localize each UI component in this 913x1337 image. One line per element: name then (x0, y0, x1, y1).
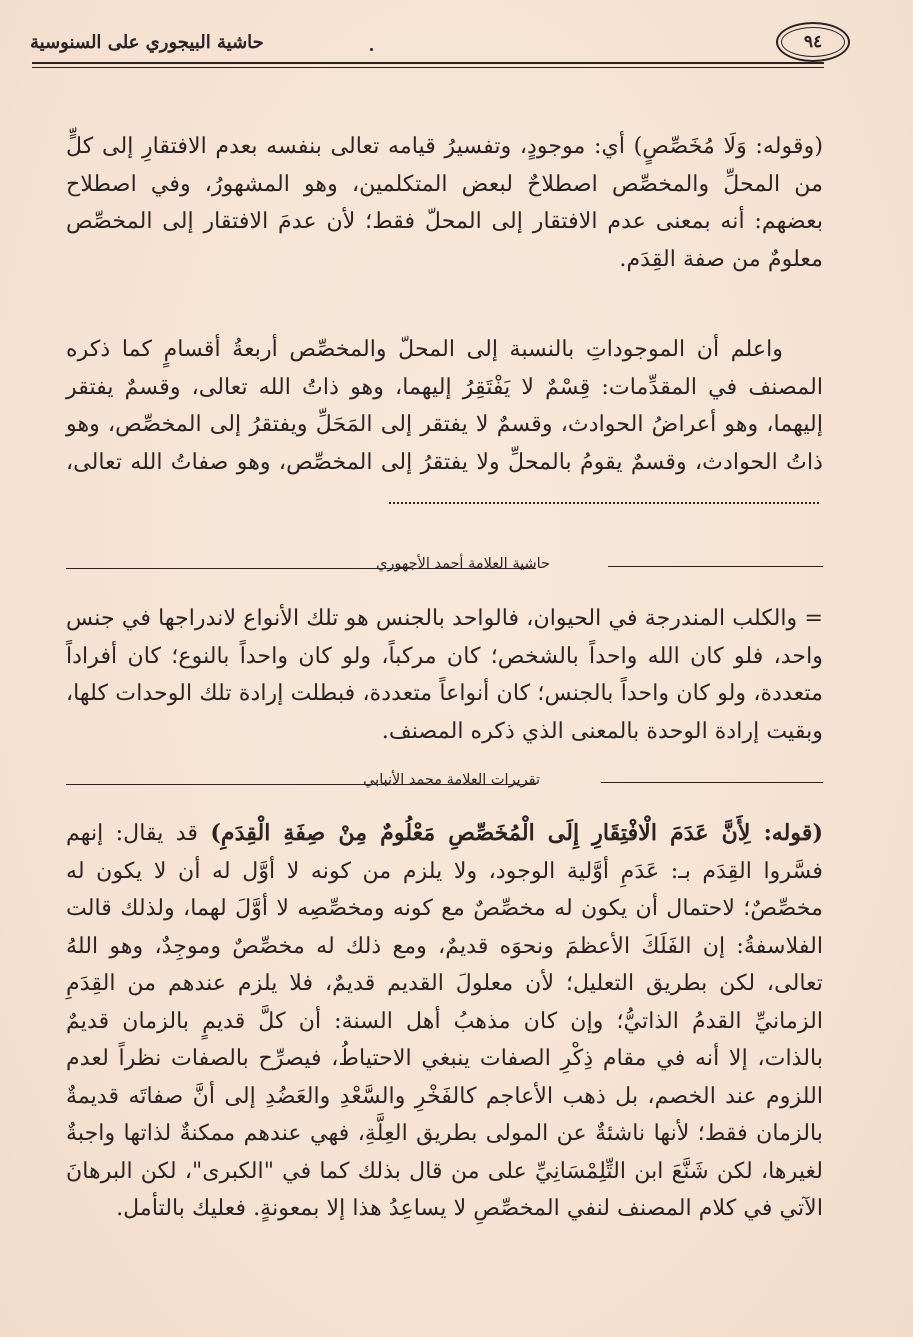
lemma: (وقوله: وَلَا مُخَصِّصٍ) (633, 133, 823, 159)
footnote-inbabi (66, 815, 823, 1228)
footnote-ajhuri (66, 600, 823, 750)
book-title: حاشية البيجوري على السنوسية (30, 32, 264, 53)
separator-rule-left (66, 784, 536, 785)
section-separator-ajhuri (66, 556, 823, 580)
footnote-text: = والكلب المندرجة في الحيوان، فالواحد بالجنس هو تلك الأنواع لاندراجها في جنس واحد، فلو كان الله واحداً بالشخص؛ كان مركباً، ولو كان واحداً بالنوع؛ كان أفراداً متعددة، ولو كان واحداً بالجنس؛ كان أنواعاً متعددة، فبطلت إرادة تلك الوحدات كلها، وبقيت إرادة الوحدة بالمعنى الذي ذكره المصنف. (66, 605, 824, 744)
main-text-paragraph-1 (66, 128, 823, 278)
running-head (30, 18, 850, 66)
commentary-text: أي: موجودٍ، وتفسيرُ قيامه تعالى بنفسه بعدم الافتقارِ إلى كلٍّ من المحلِّ والمخصِّص اصطلاحٌ لبعض المتكلمين، وهو المشهورُ، وفي اصطلاح بعضهم: أنه بمعنى عدم الافتقار إلى المحلّ فقط؛ لأن عدمَ الافتقار إلى المخصِّص معلومٌ من صفة القِدَم. (66, 133, 823, 272)
separator-rule-left (66, 568, 536, 569)
section-title: حاشية العلامة أحمد الأجهوري (376, 556, 550, 572)
continuation-dotted-leader (389, 502, 819, 504)
commentary-text: واعلم أن الموجوداتِ بالنسبة إلى المحلّ والمخصِّص أربعةُ أقسامٍ كما ذكره المصنف في المقدِّمات: قِسْمٌ لا يَفْتَقِرُ إليهما، وهو ذاتُ الله تعالى، وقسمٌ يفتقر إليهما، وهو أعراضُ الحوادث، وقسمٌ لا يفتقر إلى المَحَلِّ ويفتقرُ إلى المخصِّص، وهو ذاتُ الحوادث، وقسمٌ يقومُ بالمحلِّ ولا يفتقرُ إلى المخصِّص، وهو صفاتُ الله تعالى، (66, 336, 823, 475)
header-rule-thick (32, 62, 824, 64)
footnote-text: قد يقال: إنهم فسَّروا القِدَم بـ: عَدَمِ أوَّلية الوجود، ولا يلزم من كونه لا أوَّل له أن لا يكون له مخصِّصٌ؛ لاحتمال أن يكون له مخصِّصٌ مع كونه ومخصِّصِه لا أوَّلَ لهما، ولذلك قالت الفلاسفةُ: إن الفَلَكَ الأعظمَ ونحوَه قديمٌ، ومع ذلك له مخصِّصٌ وموجِدٌ، وهو اللهُ تعالى، لكن بطريق التعليل؛ لأن معلولَ القديم قديمٌ، فلا يلزم عندهم من القِدَمِ الزمانيِّ القدمُ الذاتيُّ؛ وإن كان مذهبُ أهل السنة: أن كلَّ قديمٍ بالزمان قديمٌ بالذات، إلا أنه في مقام ذِكْرِ الصفات ينبغي الاحتياطُ، فيصرِّح بالصفات نظراً لعدم اللزوم عند الخصم، بل ذهب الأعاجم كالفَخْرِ والسَّعْدِ والعَضُدِ إلى أنَّ صفاتَه قديمةٌ بالزمان فقط؛ لأنها ناشئةٌ عن المولى بطريق العِلَّةِ، فهي عندهم ممكنةٌ لذاتها واجبةٌ لغيرها، لكن شَنَّعَ ابن التِّلِمْسَانِيِّ على من قال بذلك كما في "الكبرى"، لكن البرهانَ الآتي في كلام المصنف لنفي المخصِّصِ لا يساعِدُ هذا إلا بمعونةٍ. فعليك بالتأمل. (66, 820, 823, 1221)
header-rule-thin (32, 67, 824, 68)
lemma: (قوله: لِأَنَّ عَدَمَ الْافْتِقَارِ إِلَى الْمُخَصِّصِ مَعْلُومٌ مِنْ صِفَةِ الْقِدَمِ) (210, 820, 823, 846)
separator-rule-right (601, 782, 823, 783)
page-number-badge (776, 22, 850, 62)
separator-rule-right (608, 566, 823, 567)
main-text-paragraph-2 (66, 331, 823, 519)
header-dot-ornament (370, 48, 373, 51)
section-separator-inbabi (66, 772, 823, 796)
section-title: تقريرات العلامة محمد الأنبابي (363, 772, 540, 788)
page-number: ٩٤ (803, 32, 823, 52)
